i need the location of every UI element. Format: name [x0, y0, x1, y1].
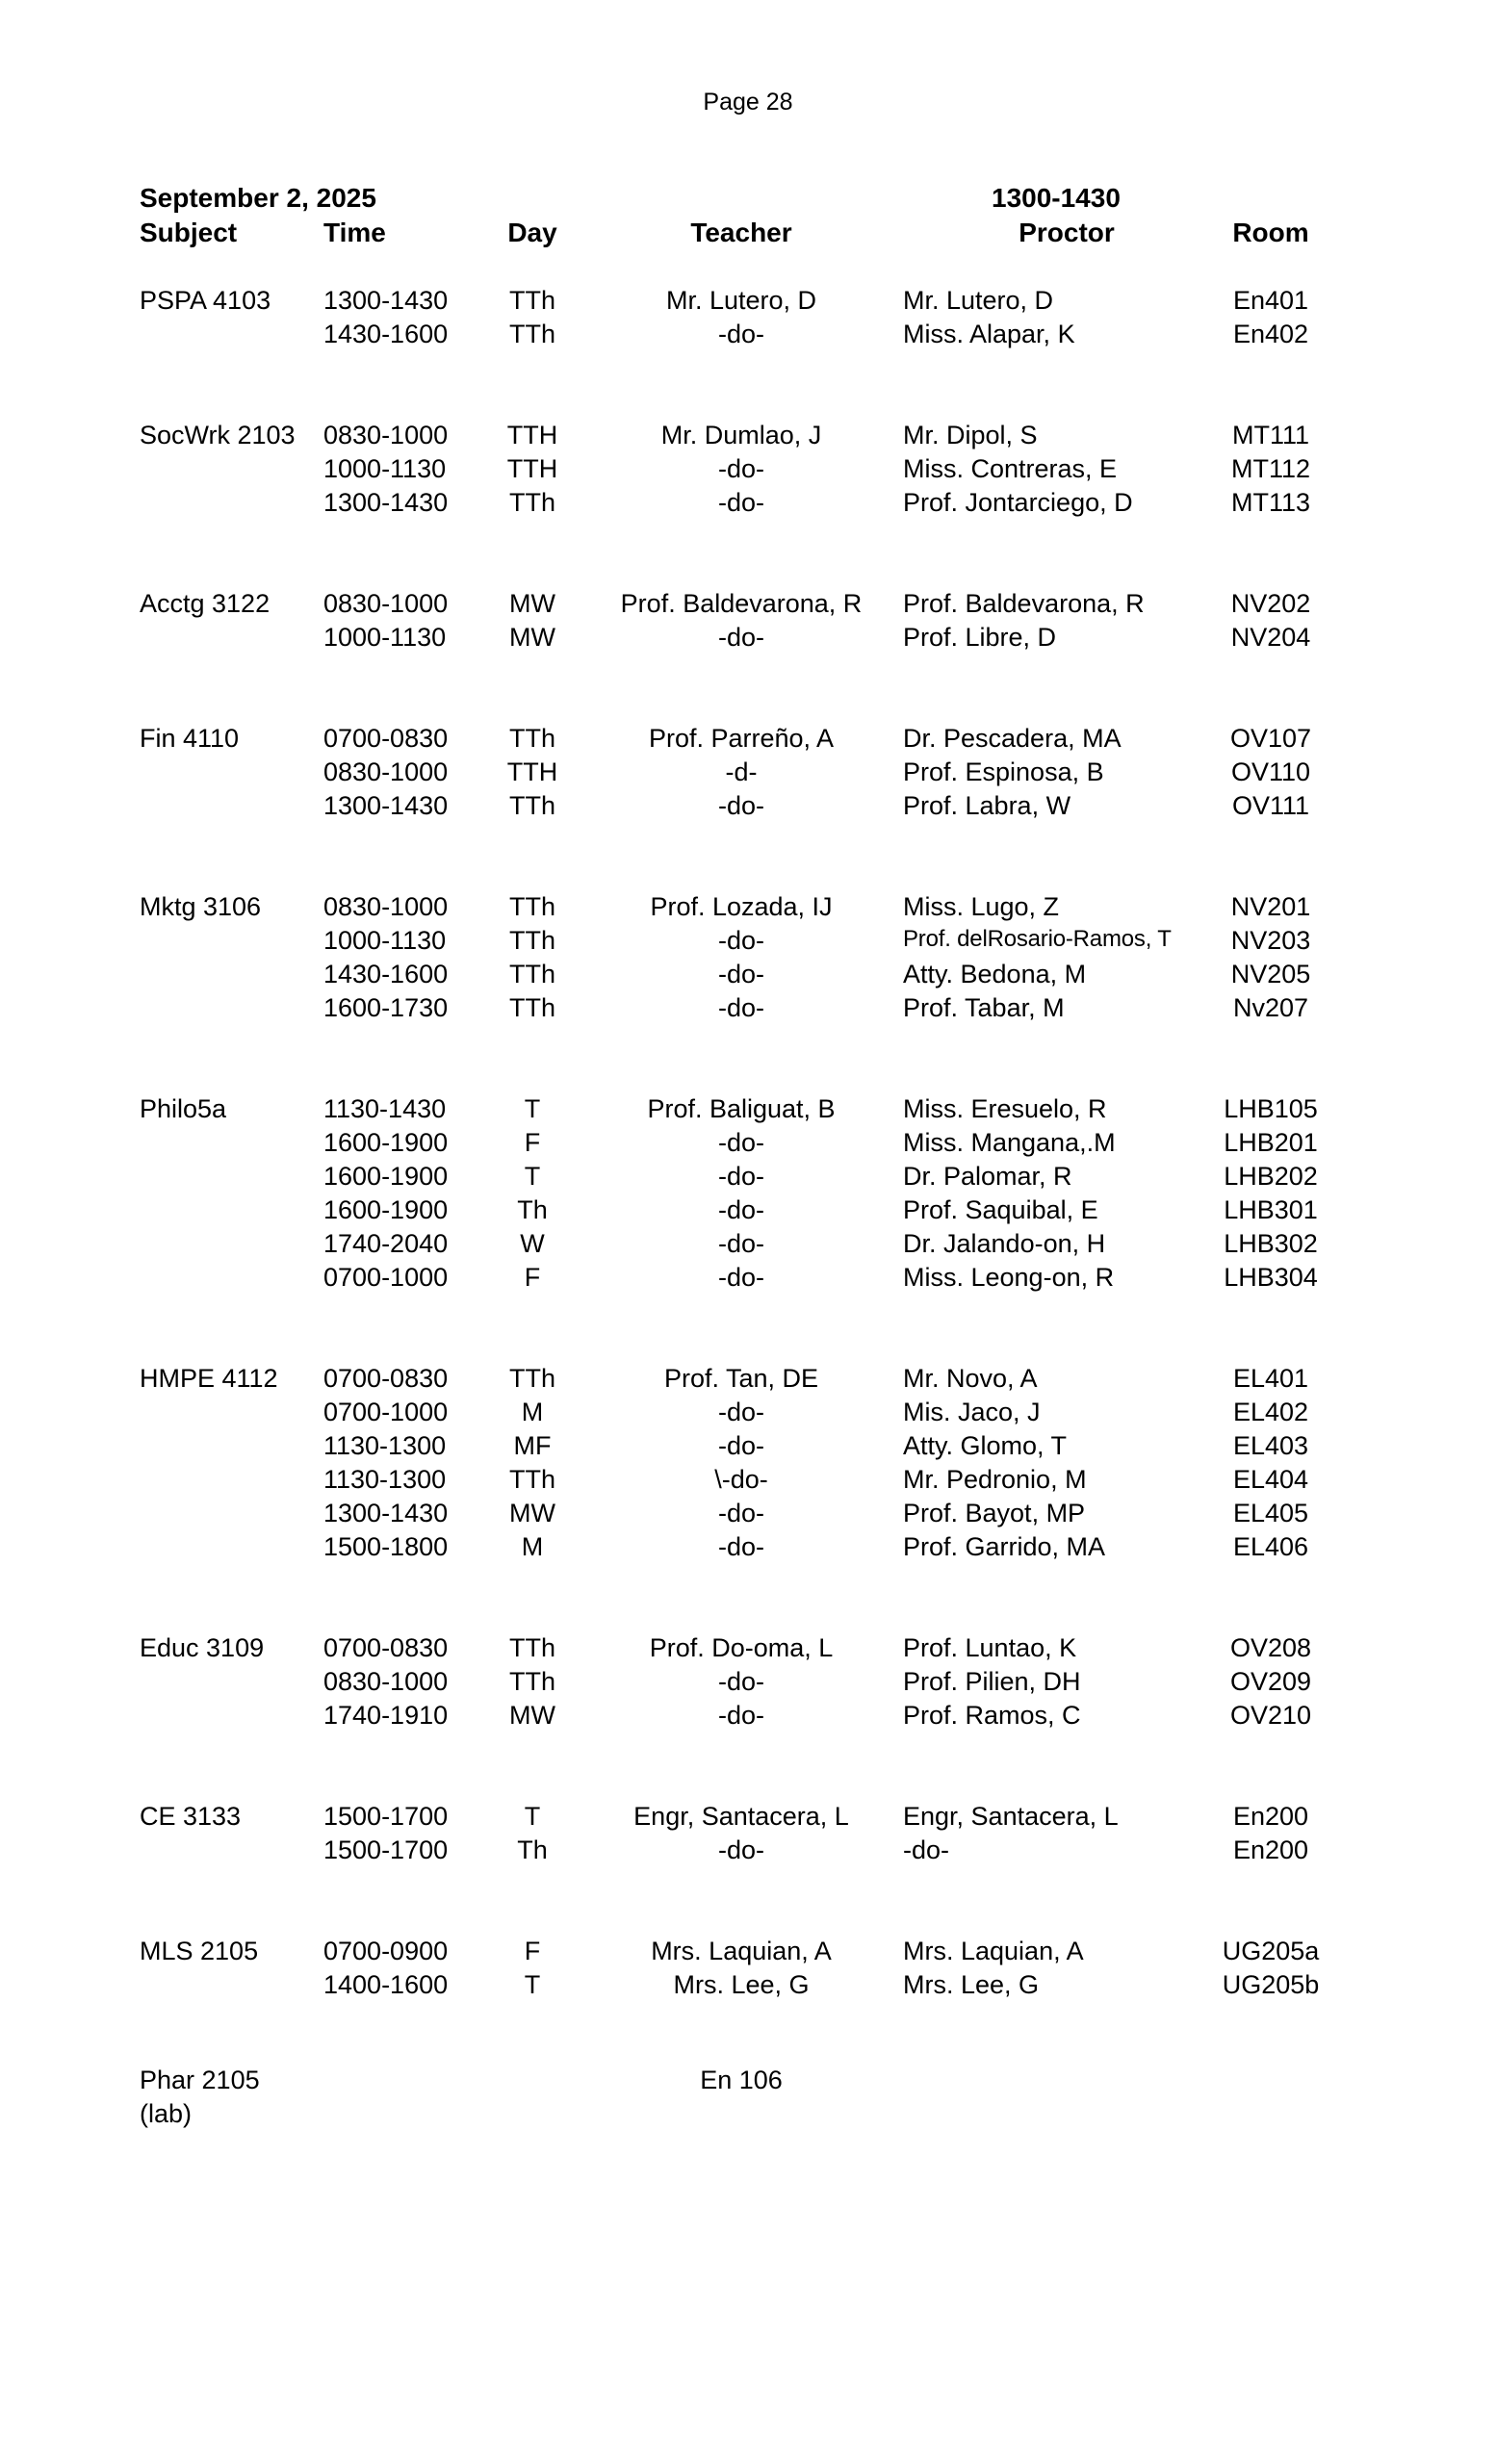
- table-row: [0, 757, 1496, 791]
- proctor-cell: Miss. Contreras, E: [903, 454, 1118, 483]
- day-cell: MW: [509, 623, 555, 652]
- table-row: [0, 724, 1496, 757]
- day-cell: T: [524, 1970, 541, 1999]
- time-cell: 1600-1900: [323, 1195, 449, 1224]
- teacher-cell: -do-: [717, 791, 764, 820]
- day-cell: TTh: [508, 926, 555, 955]
- teacher-cell: -do-: [717, 1835, 764, 1864]
- time-cell: 0830-1000: [323, 757, 449, 786]
- time-cell: 1600-1730: [323, 993, 449, 1022]
- footer-entry: [0, 2066, 1496, 2133]
- teacher-cell: Mrs. Laquian, A: [651, 1937, 832, 1965]
- subject-cell: Acctg 3122: [140, 589, 271, 618]
- footer-room: En 106: [700, 2066, 783, 2094]
- teacher-cell: Mr. Dumlao, J: [660, 421, 822, 449]
- column-header-teacher: Teacher: [690, 218, 792, 247]
- table-row: [0, 1532, 1496, 1566]
- teacher-cell: -do-: [717, 1499, 764, 1527]
- room-cell: LHB304: [1224, 1263, 1318, 1292]
- table-row: [0, 1970, 1496, 2004]
- room-cell: En200: [1232, 1802, 1309, 1831]
- subject-cell: Philo5a: [140, 1094, 227, 1123]
- day-cell: TTh: [508, 960, 555, 988]
- day-cell: Th: [517, 1195, 548, 1224]
- proctor-cell: Mr. Dipol, S: [903, 421, 1038, 449]
- day-cell: TTh: [508, 1465, 555, 1494]
- table-row: [0, 286, 1496, 320]
- teacher-cell: -do-: [717, 320, 764, 348]
- table-row: [0, 1802, 1496, 1835]
- time-cell: 1740-1910: [323, 1701, 449, 1730]
- table-row: [0, 320, 1496, 353]
- day-cell: TTH: [506, 454, 558, 483]
- time-cell: 0830-1000: [323, 421, 449, 449]
- subject-cell: Fin 4110: [140, 724, 240, 753]
- table-row: [0, 454, 1496, 488]
- table-row: [0, 1465, 1496, 1499]
- day-cell: TTh: [508, 791, 555, 820]
- day-cell: W: [520, 1229, 545, 1258]
- time-cell: 1300-1430: [323, 488, 449, 517]
- proctor-cell: Dr. Jalando-on, H: [903, 1229, 1106, 1258]
- time-cell: 1600-1900: [323, 1162, 449, 1191]
- time-cell: 0830-1000: [323, 892, 449, 921]
- table-row: [0, 791, 1496, 825]
- proctor-cell: Mrs. Laquian, A: [903, 1937, 1084, 1965]
- room-cell: LHB105: [1224, 1094, 1318, 1123]
- room-cell: OV111: [1231, 791, 1310, 820]
- room-cell: NV205: [1230, 960, 1311, 988]
- time-cell: 1130-1430: [323, 1094, 447, 1123]
- room-cell: OV209: [1229, 1667, 1312, 1696]
- table-row: [0, 623, 1496, 656]
- proctor-cell: Mr. Pedronio, M: [903, 1465, 1087, 1494]
- subject-cell: HMPE 4112: [140, 1364, 278, 1393]
- day-cell: TTH: [506, 421, 558, 449]
- room-cell: MT111: [1231, 421, 1310, 449]
- room-cell: UG205a: [1222, 1937, 1320, 1965]
- page-number: Page 28: [703, 89, 793, 116]
- time-cell: 1500-1700: [323, 1835, 449, 1864]
- proctor-cell: -do-: [903, 1835, 950, 1864]
- day-cell: TTh: [508, 1667, 555, 1696]
- day-cell: F: [524, 1937, 541, 1965]
- proctor-cell: Miss. Alapar, K: [903, 320, 1075, 348]
- table-row: [0, 1701, 1496, 1734]
- proctor-cell: Prof. Libre, D: [903, 623, 1057, 652]
- time-cell: 0700-1000: [323, 1398, 449, 1426]
- room-cell: EL401: [1232, 1364, 1309, 1393]
- column-header-time: Time: [323, 218, 386, 247]
- room-cell: NV203: [1230, 926, 1311, 955]
- room-cell: Nv207: [1232, 993, 1309, 1022]
- teacher-cell: Prof. Do-oma, L: [649, 1633, 834, 1662]
- table-row: [0, 1431, 1496, 1465]
- room-cell: EL406: [1232, 1532, 1309, 1561]
- room-cell: OV107: [1229, 724, 1312, 753]
- time-cell: 1430-1600: [323, 320, 449, 348]
- proctor-cell: Mr. Novo, A: [903, 1364, 1038, 1393]
- room-cell: EL403: [1232, 1431, 1309, 1460]
- subject-cell: Mktg 3106: [140, 892, 262, 921]
- day-cell: MW: [509, 1499, 555, 1527]
- day-cell: MF: [513, 1431, 552, 1460]
- exam-date: September 2, 2025: [140, 183, 376, 213]
- table-row: [0, 1835, 1496, 1869]
- room-cell: NV201: [1230, 892, 1311, 921]
- teacher-cell: -do-: [717, 926, 764, 955]
- subject-cell: MLS 2105: [140, 1937, 259, 1965]
- proctor-cell: Atty. Glomo, T: [903, 1431, 1068, 1460]
- teacher-cell: -do-: [717, 623, 764, 652]
- room-cell: LHB301: [1224, 1195, 1318, 1224]
- teacher-cell: -do-: [717, 960, 764, 988]
- column-header-room: Room: [1232, 218, 1309, 247]
- time-cell: 1000-1130: [323, 454, 447, 483]
- teacher-cell: -do-: [717, 1229, 764, 1258]
- time-cell: 1500-1800: [323, 1532, 449, 1561]
- day-cell: T: [524, 1094, 541, 1123]
- proctor-cell: Prof. Pilien, DH: [903, 1667, 1081, 1696]
- table-row: [0, 1398, 1496, 1431]
- teacher-cell: -do-: [717, 1263, 764, 1292]
- time-cell: 0830-1000: [323, 1667, 449, 1696]
- table-row: [0, 589, 1496, 623]
- teacher-cell: -do-: [717, 993, 764, 1022]
- day-cell: TTh: [508, 993, 555, 1022]
- column-header-subject: Subject: [140, 218, 238, 247]
- time-cell: 0700-0830: [323, 1633, 449, 1662]
- subject-group: [0, 421, 1496, 522]
- day-cell: Th: [517, 1835, 548, 1864]
- teacher-cell: Prof. Baliguat, B: [647, 1094, 836, 1123]
- subject-group: [0, 286, 1496, 353]
- day-cell: TTh: [508, 488, 555, 517]
- proctor-cell: Prof. delRosario-Ramos, T: [903, 926, 1172, 952]
- proctor-cell: Miss. Mangana,.M: [903, 1128, 1116, 1157]
- proctor-cell: Dr. Palomar, R: [903, 1162, 1072, 1191]
- teacher-cell: -do-: [717, 454, 764, 483]
- teacher-cell: -do-: [717, 1398, 764, 1426]
- proctor-cell: Dr. Pescadera, MA: [903, 724, 1122, 753]
- room-cell: En401: [1232, 286, 1309, 315]
- day-cell: M: [521, 1398, 544, 1426]
- proctor-cell: Mrs. Lee, G: [903, 1970, 1040, 1999]
- day-cell: MW: [509, 1701, 555, 1730]
- subject-group: [0, 1802, 1496, 1869]
- time-cell: 0700-0900: [323, 1937, 449, 1965]
- subject-cell: Educ 3109: [140, 1633, 265, 1662]
- table-row: [0, 892, 1496, 926]
- proctor-cell: Mr. Lutero, D: [903, 286, 1054, 315]
- column-header-day: Day: [507, 218, 557, 247]
- teacher-cell: -do-: [717, 1431, 764, 1460]
- teacher-cell: Mr. Lutero, D: [665, 286, 817, 315]
- proctor-cell: Prof. Jontarciego, D: [903, 488, 1133, 517]
- room-cell: MT113: [1230, 488, 1311, 517]
- footer-subject: Phar 2105: [140, 2066, 260, 2094]
- proctor-cell: Prof. Labra, W: [903, 791, 1071, 820]
- teacher-cell: -do-: [717, 1162, 764, 1191]
- room-cell: EL405: [1232, 1499, 1309, 1527]
- table-row: [0, 1229, 1496, 1263]
- day-cell: TTh: [508, 1364, 555, 1393]
- day-cell: M: [521, 1532, 544, 1561]
- proctor-cell: Atty. Bedona, M: [903, 960, 1087, 988]
- subject-cell: SocWrk 2103: [140, 421, 296, 449]
- subject-group: [0, 1094, 1496, 1296]
- table-row: [0, 1937, 1496, 1970]
- time-slot: 1300-1430: [992, 183, 1121, 213]
- table-row: [0, 1094, 1496, 1128]
- column-header-proctor: Proctor: [1019, 218, 1115, 247]
- table-row: [0, 1128, 1496, 1162]
- room-cell: OV210: [1229, 1701, 1312, 1730]
- time-cell: 0700-0830: [323, 1364, 449, 1393]
- table-row: [0, 1499, 1496, 1532]
- time-cell: 1430-1600: [323, 960, 449, 988]
- table-row: [0, 1667, 1496, 1701]
- teacher-cell: -do-: [717, 1128, 764, 1157]
- room-cell: UG205b: [1222, 1970, 1320, 1999]
- subject-cell: CE 3133: [140, 1802, 242, 1831]
- proctor-cell: Miss. Eresuelo, R: [903, 1094, 1107, 1123]
- table-row: [0, 960, 1496, 993]
- day-cell: TTh: [508, 320, 555, 348]
- table-row: [0, 1633, 1496, 1667]
- proctor-cell: Prof. Ramos, C: [903, 1701, 1081, 1730]
- teacher-cell: Engr, Santacera, L: [633, 1802, 849, 1831]
- proctor-cell: Miss. Lugo, Z: [903, 892, 1060, 921]
- table-row: [0, 1195, 1496, 1229]
- room-cell: En200: [1232, 1835, 1309, 1864]
- table-row: [0, 421, 1496, 454]
- proctor-cell: Prof. Baldevarona, R: [903, 589, 1145, 618]
- subject-group: [0, 1364, 1496, 1566]
- teacher-cell: \-do-: [714, 1465, 768, 1494]
- teacher-cell: -do-: [717, 1532, 764, 1561]
- teacher-cell: -do-: [717, 1701, 764, 1730]
- day-cell: T: [524, 1162, 541, 1191]
- time-cell: 1740-2040: [323, 1229, 449, 1258]
- footer-subject-note: (lab): [140, 2099, 193, 2128]
- time-cell: 1000-1130: [323, 623, 447, 652]
- day-cell: TTh: [508, 724, 555, 753]
- room-cell: NV204: [1230, 623, 1311, 652]
- table-row: [0, 1162, 1496, 1195]
- room-cell: EL402: [1232, 1398, 1309, 1426]
- time-cell: 1130-1300: [323, 1465, 447, 1494]
- room-cell: OV208: [1229, 1633, 1312, 1662]
- proctor-cell: Prof. Tabar, M: [903, 993, 1065, 1022]
- teacher-cell: Prof. Parreño, A: [648, 724, 835, 753]
- proctor-cell: Prof. Bayot, MP: [903, 1499, 1086, 1527]
- subject-group: [0, 1937, 1496, 2004]
- room-cell: MT112: [1230, 454, 1311, 483]
- room-cell: En402: [1232, 320, 1309, 348]
- room-cell: OV110: [1230, 757, 1311, 786]
- time-cell: 1130-1300: [323, 1431, 447, 1460]
- teacher-cell: Mrs. Lee, G: [673, 1970, 810, 1999]
- room-cell: LHB201: [1224, 1128, 1318, 1157]
- subject-group: [0, 724, 1496, 825]
- table-row: [0, 1263, 1496, 1296]
- teacher-cell: -do-: [717, 1667, 764, 1696]
- day-cell: TTH: [506, 757, 558, 786]
- room-cell: LHB202: [1224, 1162, 1318, 1191]
- room-cell: LHB302: [1224, 1229, 1318, 1258]
- day-cell: F: [524, 1128, 541, 1157]
- proctor-cell: Prof. Luntao, K: [903, 1633, 1077, 1662]
- time-cell: 0700-1000: [323, 1263, 449, 1292]
- time-cell: 1300-1430: [323, 286, 449, 315]
- proctor-cell: Prof. Espinosa, B: [903, 757, 1104, 786]
- time-cell: 0830-1000: [323, 589, 449, 618]
- teacher-cell: -do-: [717, 1195, 764, 1224]
- proctor-cell: Engr, Santacera, L: [903, 1802, 1119, 1831]
- day-cell: F: [524, 1263, 541, 1292]
- teacher-cell: -d-: [725, 757, 758, 786]
- subject-group: [0, 1633, 1496, 1734]
- subject-group: [0, 589, 1496, 656]
- room-cell: NV202: [1230, 589, 1311, 618]
- day-cell: MW: [509, 589, 555, 618]
- table-row: [0, 488, 1496, 522]
- proctor-cell: Prof. Garrido, MA: [903, 1532, 1106, 1561]
- time-cell: 1400-1600: [323, 1970, 449, 1999]
- table-row: [0, 926, 1496, 960]
- time-cell: 1600-1900: [323, 1128, 449, 1157]
- proctor-cell: Mis. Jaco, J: [903, 1398, 1041, 1426]
- teacher-cell: Prof. Tan, DE: [663, 1364, 819, 1393]
- subject-cell: PSPA 4103: [140, 286, 271, 315]
- time-cell: 1300-1430: [323, 1499, 449, 1527]
- table-row: [0, 1364, 1496, 1398]
- time-cell: 1000-1130: [323, 926, 447, 955]
- room-cell: EL404: [1232, 1465, 1309, 1494]
- day-cell: T: [524, 1802, 541, 1831]
- day-cell: TTh: [508, 286, 555, 315]
- day-cell: TTh: [508, 892, 555, 921]
- proctor-cell: Miss. Leong-on, R: [903, 1263, 1115, 1292]
- subject-group: [0, 892, 1496, 1027]
- time-cell: 1500-1700: [323, 1802, 449, 1831]
- time-cell: 0700-0830: [323, 724, 449, 753]
- teacher-cell: Prof. Baldevarona, R: [620, 589, 863, 618]
- table-row: [0, 993, 1496, 1027]
- teacher-cell: Prof. Lozada, IJ: [650, 892, 833, 921]
- teacher-cell: -do-: [717, 488, 764, 517]
- time-cell: 1300-1430: [323, 791, 449, 820]
- day-cell: TTh: [508, 1633, 555, 1662]
- proctor-cell: Prof. Saquibal, E: [903, 1195, 1098, 1224]
